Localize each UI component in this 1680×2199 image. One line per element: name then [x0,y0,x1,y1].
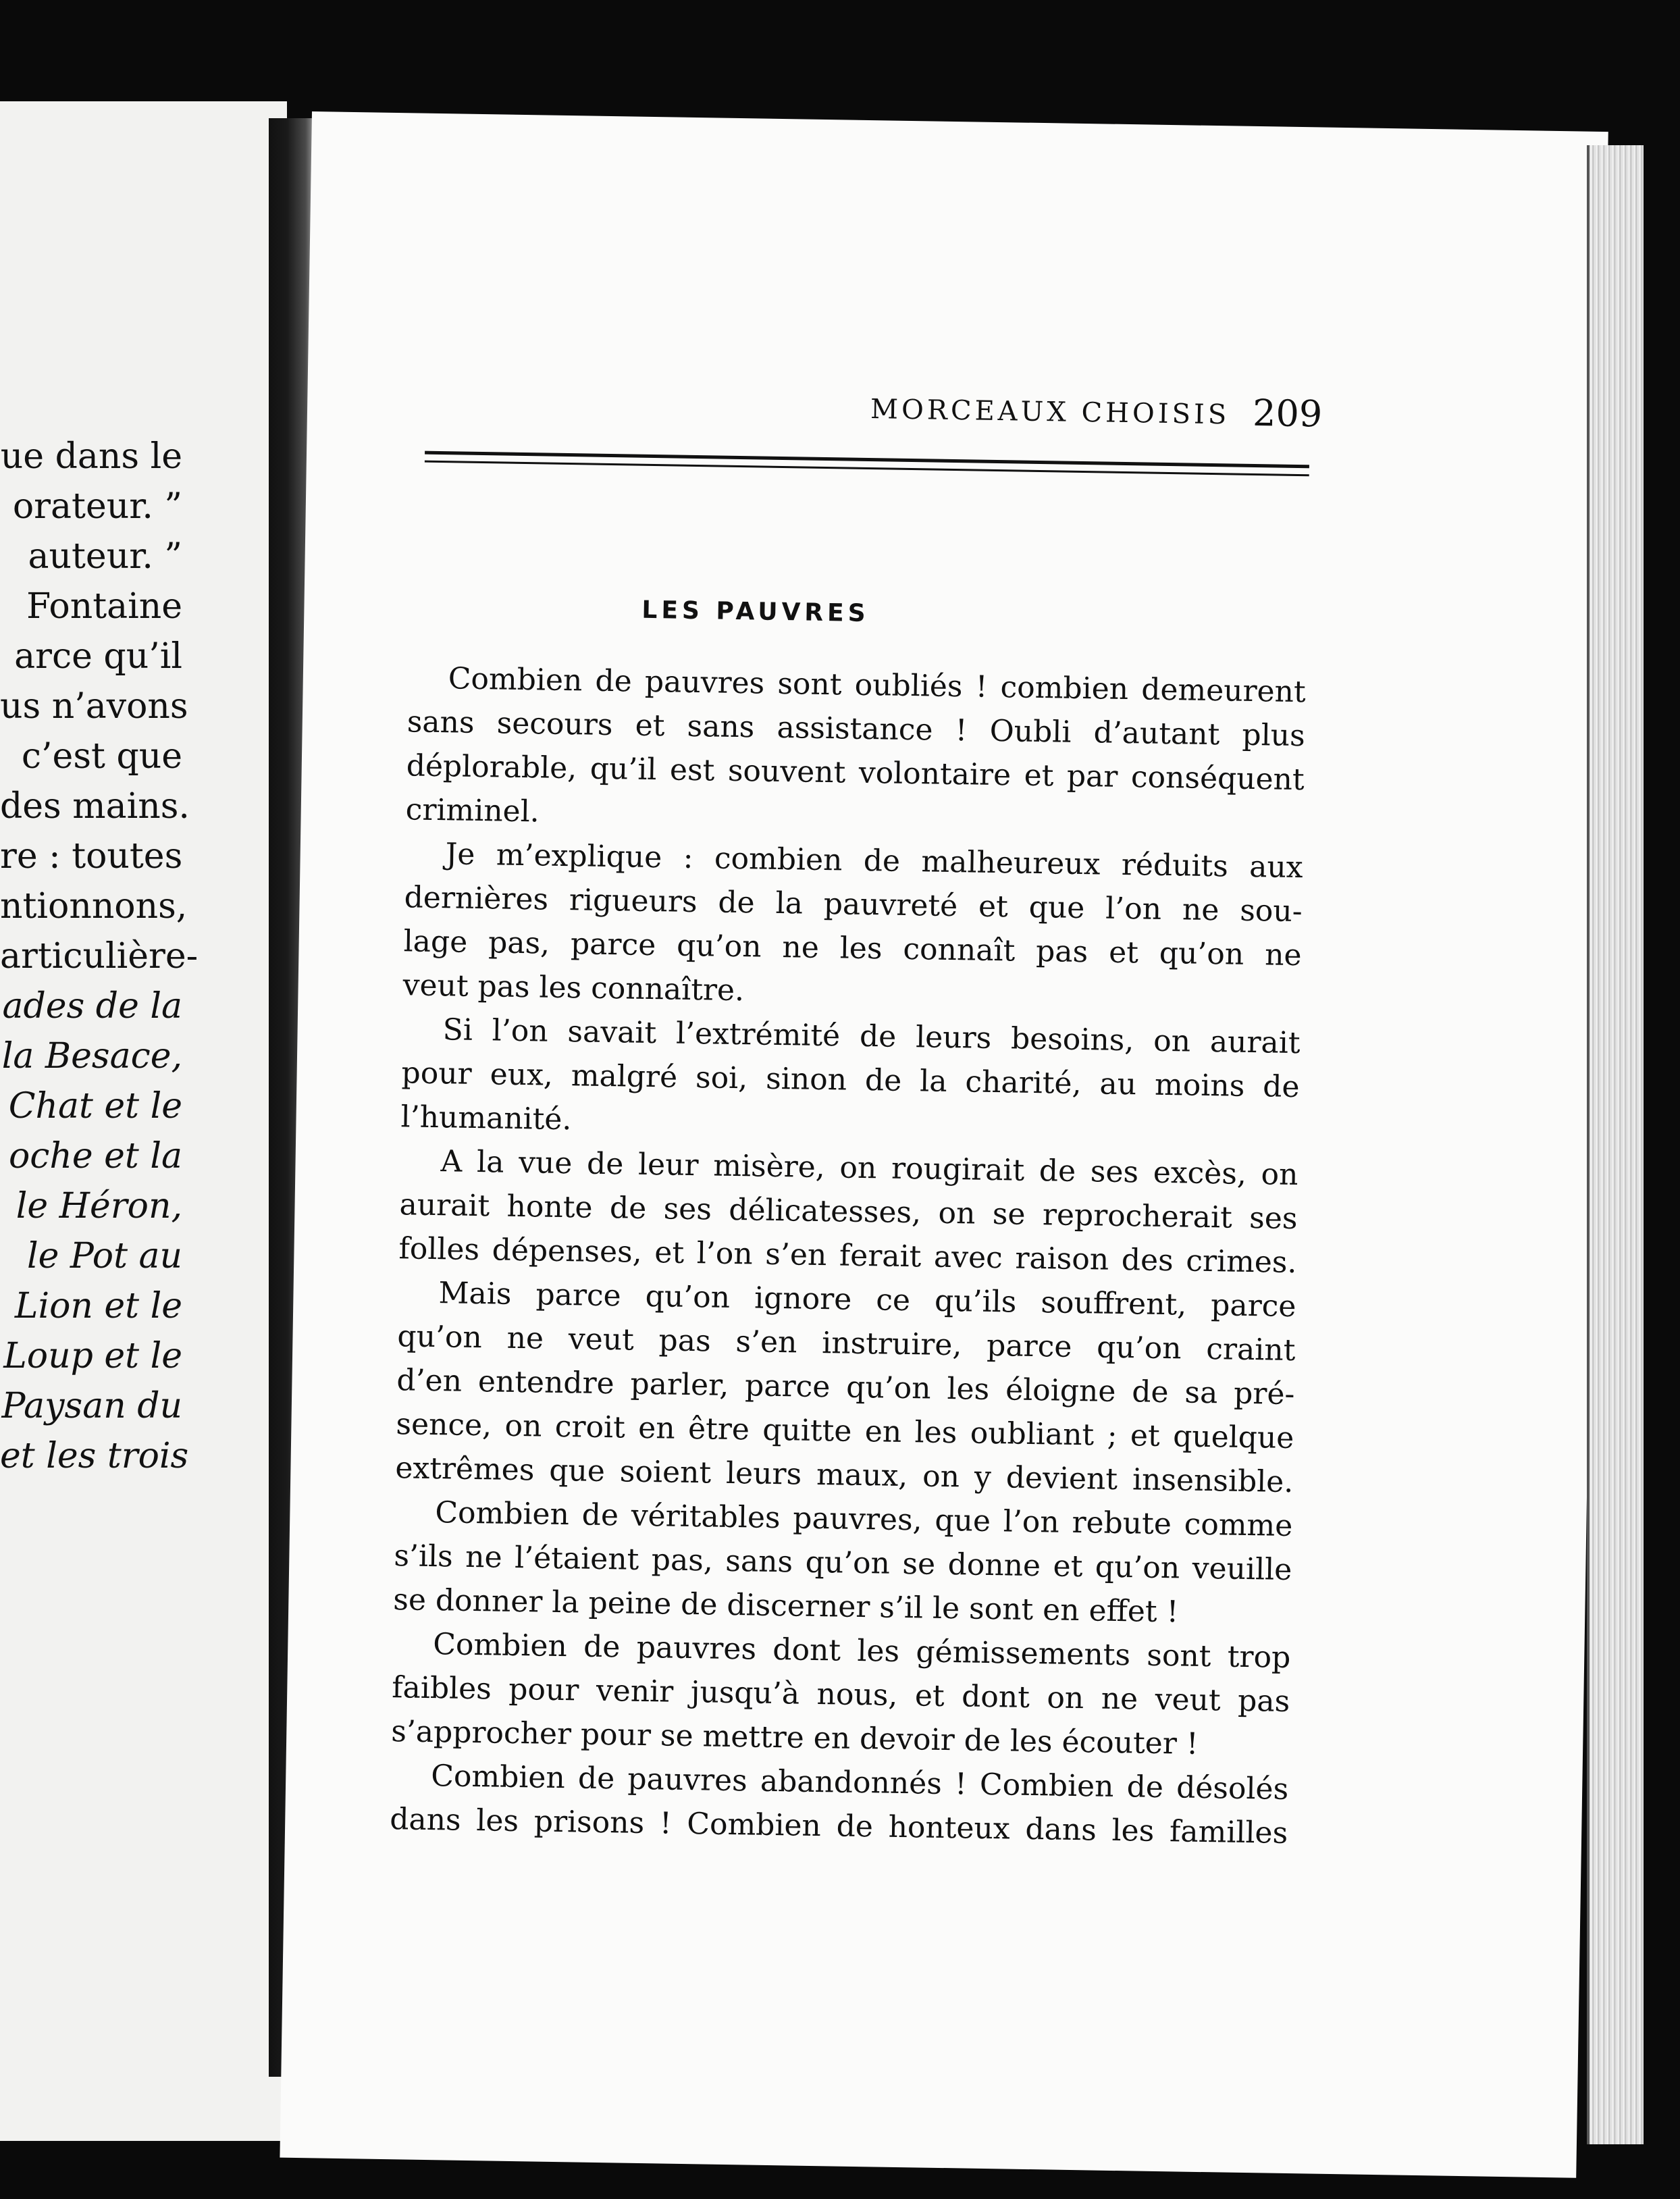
body-text-line: se donner la peine de discerner s’il le sont en effet ! [393,1582,1179,1630]
body-text-line: déplorable, qu’il est souvent volontaire et par conséquent [406,748,1305,798]
body-text-line: l’humanité. [400,1100,572,1137]
body-text-line: dernières rigueurs de la pauvreté et que l’on ne sou- [404,880,1303,929]
left-page [0,101,287,2141]
body-text-line: folles dépenses, et l’on s’en ferait avec raison des crimes. [398,1231,1297,1280]
left-page-line: ntionnons, [0,886,188,927]
left-page-line: des mains. [0,786,190,827]
body-text-line: A la vue de leur misère, on rougirait de ses excès, on [440,1144,1298,1193]
body-text-line: d’en entendre parler, parce qu’on les éloigne de sa pré- [396,1363,1295,1412]
left-page-line: orateur. ” [12,486,182,527]
body-text-line: s’approcher pour se mettre en devoir de les écouter ! [390,1714,1199,1761]
body-text-line: aurait honte de ses délicatesses, on se reprocherait ses [399,1187,1298,1237]
left-page-line: oche et la [8,1136,182,1176]
left-page-line: et les trois [0,1436,189,1476]
body-text-line: s’ils ne l’étaient pas, sans qu’on se donne et qu’on veuille [394,1538,1292,1588]
body-text-line: sence, on croit en être quitte en les oubliant ; et quelque [396,1407,1294,1456]
left-page-line: Paysan du [1,1386,182,1426]
body-text-line: pour eux, malgré soi, sinon de la charité, au moins de [401,1056,1300,1105]
left-page-line: auteur. ” [28,536,182,577]
header-rule [425,451,1309,469]
page-block-edge [1587,145,1644,2144]
left-page-line: c’est que [21,736,182,777]
right-page [280,111,1608,2178]
left-page-line: re : toutes [0,836,183,877]
left-page-line: articulière- [0,936,199,977]
body-text-line: criminel. [405,792,540,829]
body-text-line: Combien de pauvres dont les gémissements sont trop [432,1627,1291,1676]
running-head: MORCEAUX CHOISIS [870,394,1230,431]
body-text-line: veut pas les connaître. [402,968,745,1008]
left-page-line: Lion et le [14,1286,182,1326]
body-text-line: sans secours et sans assistance ! Oubli d’autant plus [406,704,1306,754]
left-page-line: le Héron, [16,1186,182,1226]
body-text-line: Mais parce qu’on ignore ce qu’ils souffrent, parce [438,1276,1296,1324]
left-page-line: Loup et le [3,1336,182,1376]
left-page-line: le Pot au [26,1236,182,1276]
left-page-line: ue dans le [0,436,182,477]
left-page-line: arce qu’il [14,636,182,677]
left-page-line: ades de la [2,986,182,1027]
body-text-line: Si l’on savait l’extrémité de leurs besoins, on aurait [442,1012,1301,1061]
left-page-line: Fontaine [26,586,182,627]
section-title: LES PAUVRES [641,596,870,628]
body-text-line: extrêmes que soient leurs maux, on y devient insensible. [395,1451,1294,1500]
body-text-line: Combien de pauvres sont oubliés ! combien demeurent [448,661,1307,710]
body-text-line: Combien de pauvres abandonnés ! Combien de désolés [430,1759,1289,1807]
page-number: 209 [1252,391,1323,436]
body-text-line: dans les prisons ! Combien de honteux dans les familles [389,1802,1288,1851]
left-page-line: us n’avons [0,686,188,727]
body-text-line: lage pas, parce qu’on ne les connaît pas et qu’on ne [403,924,1302,973]
body-text-line: qu’on ne veut pas s’en instruire, parce qu’on craint [397,1319,1296,1368]
left-page-line: la Besace, [1,1036,182,1077]
body-text-line: Combien de véritables pauvres, que l’on rebute comme [435,1495,1293,1544]
body-text-line: faibles pour venir jusqu’à nous, et dont on ne veut pas [391,1670,1290,1719]
left-page-line: Chat et le [8,1086,182,1127]
body-text-line: Je m’explique : combien de malheureux réduits aux [445,837,1303,885]
